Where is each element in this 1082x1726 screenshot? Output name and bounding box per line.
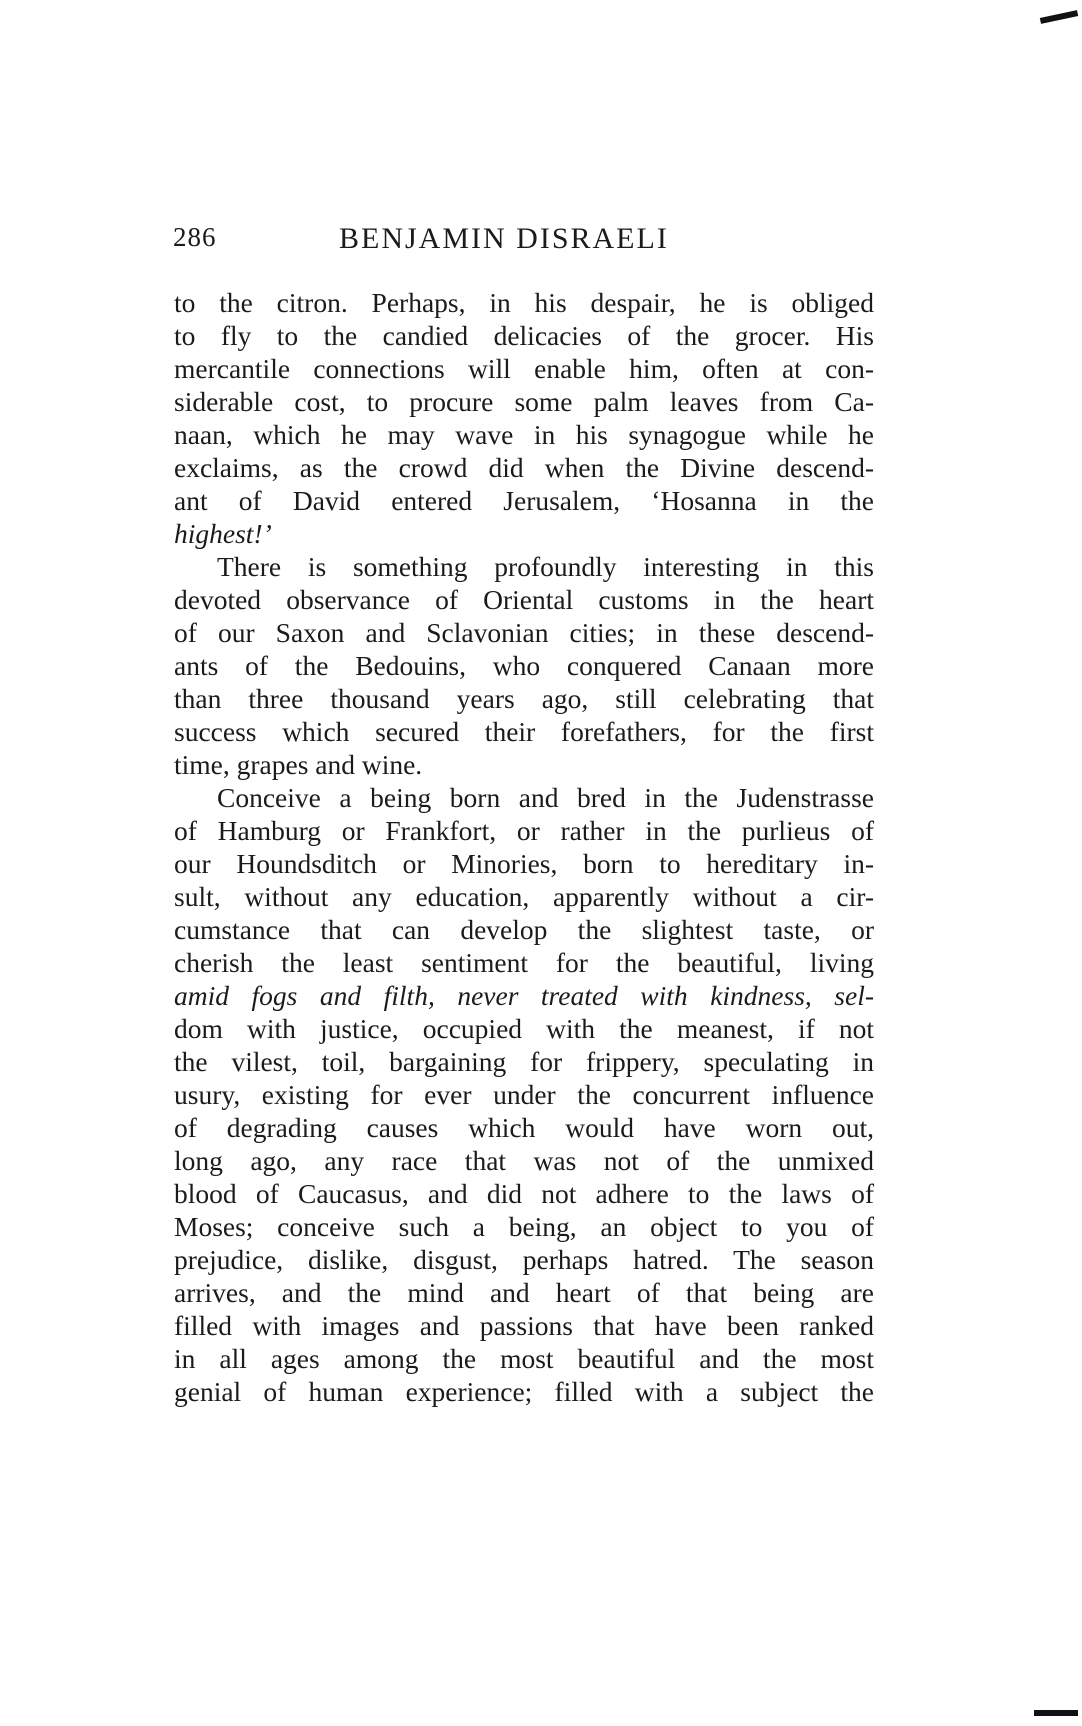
text-line: the vilest, toil, bargaining for frippery, speculating in [174,1046,874,1077]
text-line: dom with justice, occupied with the meanest, if not [174,1013,874,1044]
text-line: filled with images and passions that have been ranked [174,1310,874,1341]
text-line: to fly to the candied delicacies of the grocer. His [174,320,874,351]
text-line: highest!’ [174,518,272,549]
text-line: cumstance that can develop the slightest taste, or [174,914,874,945]
scan-edge-mark-bottom [1034,1710,1078,1716]
text-line: of degrading causes which would have worn out, [174,1112,874,1143]
text-line: time, grapes and wine. [174,749,423,780]
running-head: BENJAMIN DISRAELI [339,222,669,255]
text-line: arrives, and the mind and heart of that being are [174,1277,874,1308]
text-line: blood of Caucasus, and did not adhere to the laws of [174,1178,874,1209]
text-line: genial of human experience; filled with a subject the [174,1376,874,1407]
text-line: to the citron. Perhaps, in his despair, he is obliged [174,287,874,318]
paragraph-first-line: Conceive a being born and bred in the Judenstrasse [217,782,874,813]
page-number: 286 [173,222,217,252]
text-line: of Hamburg or Frankfort, or rather in the purlieus of [174,815,874,846]
text-line: Moses; conceive such a being, an object to you of [174,1211,874,1242]
text-line: of our Saxon and Sclavonian cities; in these descend- [174,617,874,648]
text-line: naan, which he may wave in his synagogue while he [174,419,874,450]
text-line: ant of David entered Jerusalem, ‘Hosanna in the [174,485,874,516]
text-line: amid fogs and filth, never treated with kindness, sel- [174,980,874,1011]
body-text [174,286,874,1408]
paragraph-first-line: There is something profoundly interesting in this [217,551,874,582]
text-line: ants of the Bedouins, who conquered Canaan more [174,650,874,681]
text-line: usury, existing for ever under the concurrent influence [174,1079,874,1110]
text-line: than three thousand years ago, still celebrating that [174,683,874,714]
text-line: sult, without any education, apparently without a cir- [174,881,874,912]
text-line: prejudice, dislike, disgust, perhaps hatred. The season [174,1244,874,1275]
text-line: mercantile connections will enable him, often at con- [174,353,874,384]
text-line: cherish the least sentiment for the beautiful, living [174,947,874,978]
text-line: long ago, any race that was not of the unmixed [174,1145,874,1176]
text-line: siderable cost, to procure some palm leaves from Ca- [174,386,874,417]
text-line: in all ages among the most beautiful and the most [174,1343,874,1374]
text-line: devoted observance of Oriental customs in the heart [174,584,874,615]
text-line: success which secured their forefathers, for the first [174,716,874,747]
text-line: exclaims, as the crowd did when the Divine descend- [174,452,874,483]
scan-edge-mark-top [1040,10,1078,24]
page-header [173,222,873,262]
text-line: our Houndsditch or Minories, born to hereditary in- [174,848,874,879]
